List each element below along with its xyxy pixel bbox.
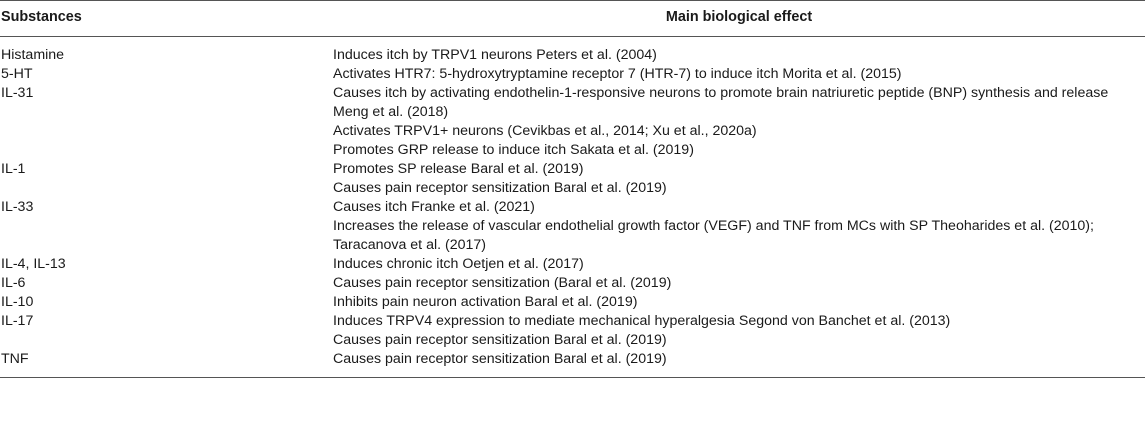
table-row (0, 217, 1145, 255)
effect-cell: Causes pain receptor sensitization Baral et al. (2019) (333, 180, 667, 196)
table-body (0, 37, 1145, 378)
table-row (0, 65, 1145, 84)
effect-cell: Inhibits pain neuron activation Baral et al. (2019) (333, 294, 638, 310)
effect-cell: Activates TRPV1+ neurons (Cevikbas et al., 2014; Xu et al., 2020a) (333, 123, 757, 139)
substance-cell (0, 331, 333, 350)
effect-cell: Activates HTR7: 5-hydroxytryptamine receptor 7 (HTR-7) to induce itch Morita et al. (2015) (333, 66, 902, 82)
effect-cell: Causes pain receptor sensitization Baral et al. (2019) (333, 350, 1145, 378)
header-substances: Substances (0, 1, 333, 37)
substance-cell: IL-10 (1, 294, 34, 310)
substance-cell: IL-1 (1, 161, 26, 177)
table-row (0, 312, 1145, 331)
table-row (0, 331, 1145, 350)
table-row (0, 350, 1145, 378)
substance-cell (0, 217, 333, 255)
substance-cell: IL-33 (1, 199, 34, 215)
table-row (0, 255, 1145, 274)
table-row (0, 179, 1145, 198)
table-row (0, 122, 1145, 141)
effect-cell: Induces TRPV4 expression to mediate mechanical hyperalgesia Segond von Banchet et al. (2013) (333, 313, 951, 329)
table-row (0, 274, 1145, 293)
table-row (0, 84, 1145, 122)
effect-cell: Promotes GRP release to induce itch Sakata et al. (2019) (333, 142, 694, 158)
table-header (0, 1, 1145, 37)
effect-cell: Promotes SP release Baral et al. (2019) (333, 161, 584, 177)
substance-cell: IL-6 (1, 275, 26, 291)
substance-cell: IL-4, IL-13 (1, 256, 66, 272)
table-row (0, 160, 1145, 179)
effect-cell: Increases the release of vascular endothelial growth factor (VEGF) and TNF from MCs with SP Theoharides et al. (2010); Taracanova et al. (2017) (333, 218, 1094, 253)
substance-cell: TNF (0, 350, 333, 378)
effect-cell: Causes pain receptor sensitization (Baral et al. (2019) (333, 275, 672, 291)
substance-cell: IL-17 (1, 313, 34, 329)
effect-cell: Causes itch by activating endothelin-1-responsive neurons to promote brain natriuretic peptide (BNP) synthesis and release Meng et al. (2018) (333, 85, 1109, 120)
substance-cell (0, 141, 333, 160)
substance-cell (0, 179, 333, 198)
effect-cell: Causes itch Franke et al. (2021) (333, 199, 535, 215)
substance-cell: 5-HT (1, 66, 33, 82)
table-row (0, 293, 1145, 312)
effect-cell: Induces chronic itch Oetjen et al. (2017) (333, 256, 584, 272)
effect-cell: Induces itch by TRPV1 neurons Peters et al. (2004) (333, 47, 657, 63)
table-row (0, 141, 1145, 160)
table-row (0, 37, 1145, 66)
substance-cell: Histamine (1, 47, 65, 63)
substance-cell: IL-31 (1, 85, 34, 101)
header-main-biological-effect: Main biological effect (333, 1, 1145, 37)
header-row (0, 1, 1145, 37)
table-row (0, 198, 1145, 217)
effect-cell: Causes pain receptor sensitization Baral et al. (2019) (333, 332, 667, 348)
substance-cell (0, 122, 333, 141)
